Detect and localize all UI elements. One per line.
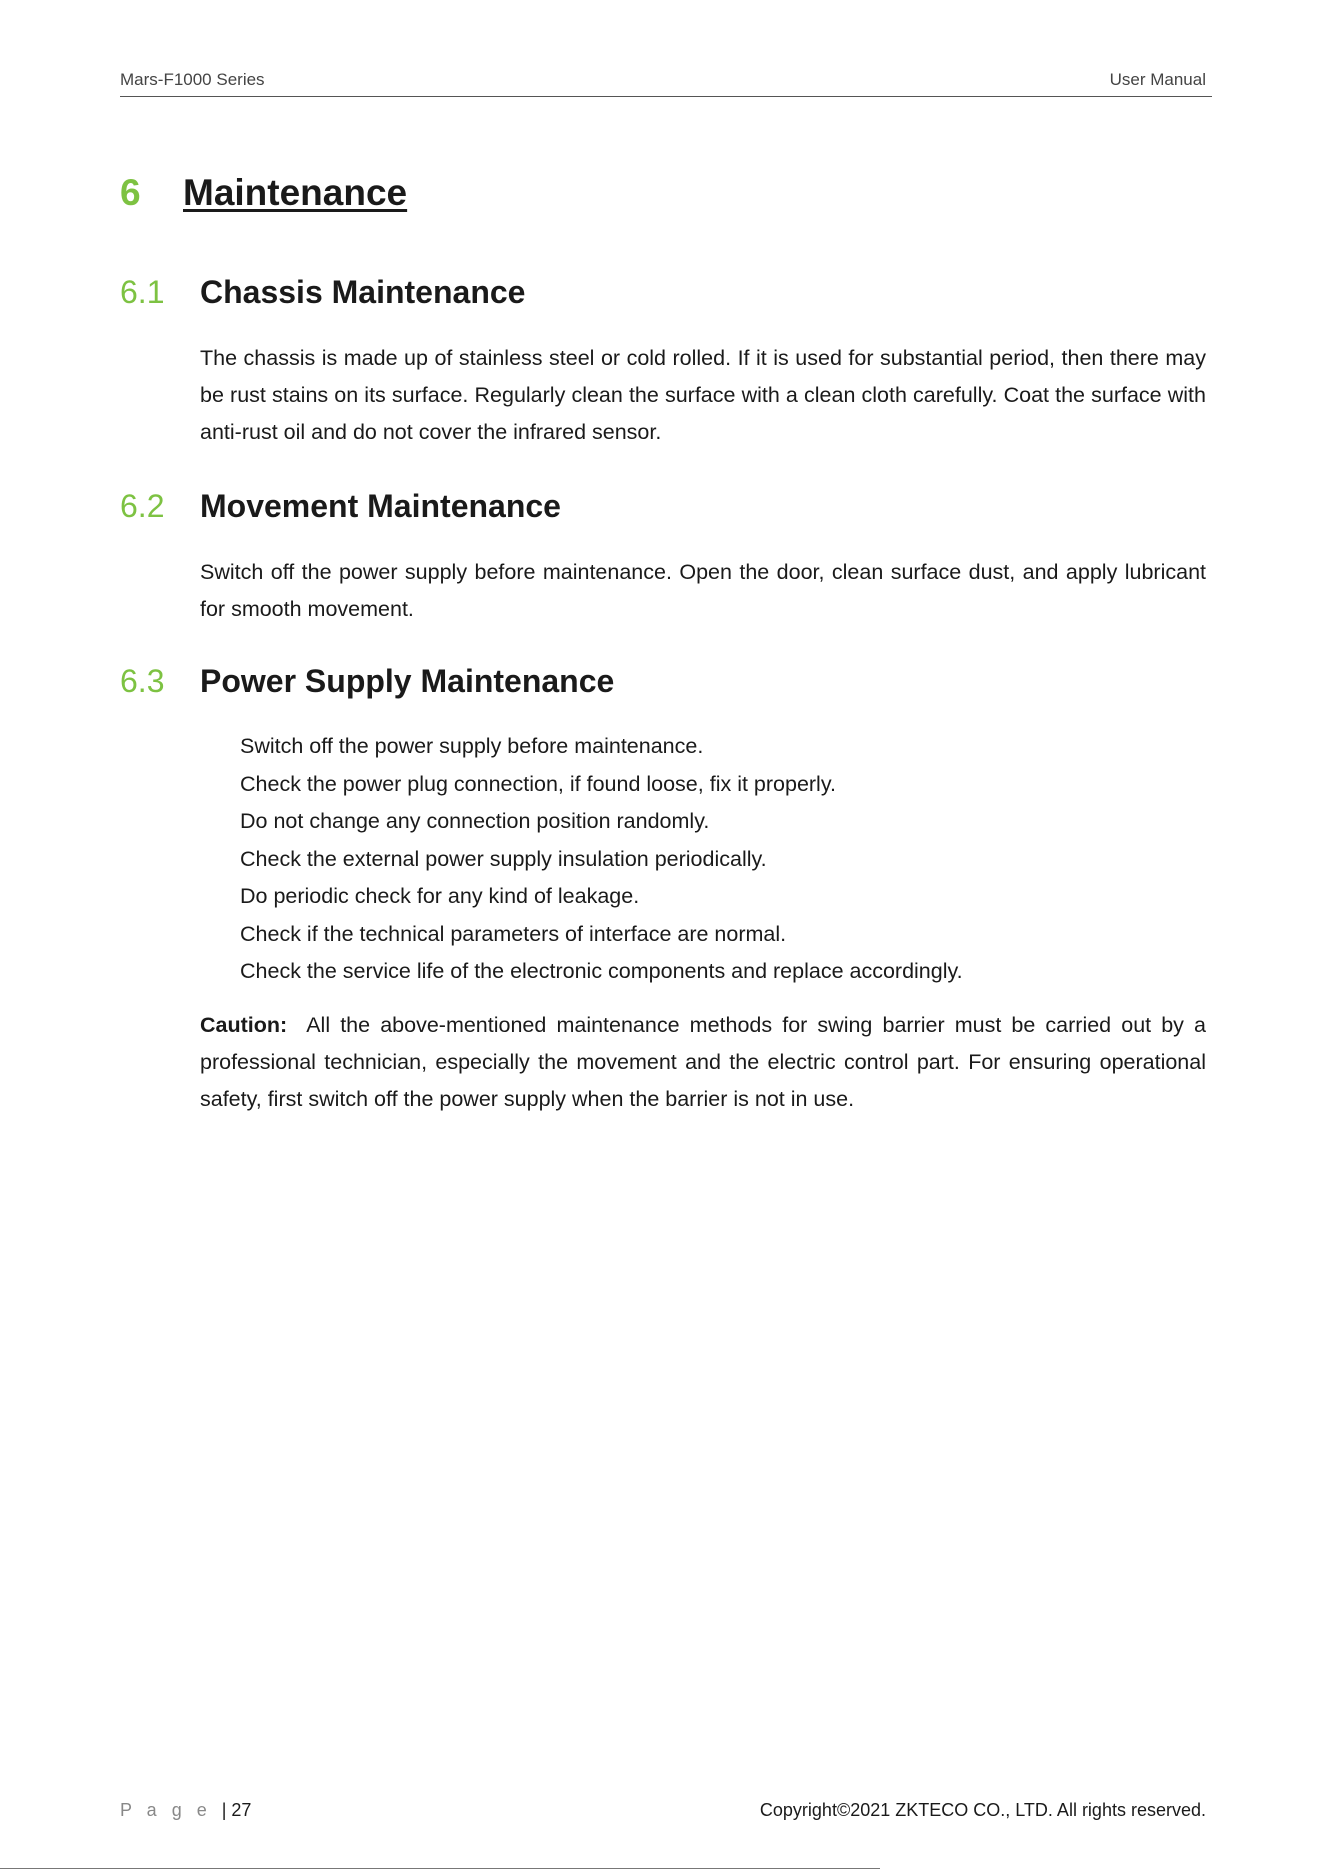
section-number: 6.1 xyxy=(120,274,165,310)
bottom-divider xyxy=(0,1868,880,1869)
chapter-number: 6 xyxy=(120,172,141,213)
page-number: | 27 xyxy=(221,1800,252,1820)
caution-text: All the above-mentioned maintenance methods for swing barrier must be carried out by a professional technician, especially the movement and the electric control part. For ensuring operational safety, first switch off the power supply when the barrier is not in use. xyxy=(200,1013,1206,1111)
chapter-heading xyxy=(120,172,407,214)
copyright-notice: Copyright©2021 ZKTECO CO., LTD. All rights reserved. xyxy=(759,1800,1206,1820)
section-title: Power Supply Maintenance xyxy=(200,663,615,699)
list-item: Check the external power supply insulation periodically. xyxy=(240,846,767,871)
section-heading-6-1 xyxy=(120,274,525,311)
list-item: Switch off the power supply before maintenance. xyxy=(240,734,704,758)
maintenance-list xyxy=(240,728,963,991)
page-indicator xyxy=(120,1800,251,1821)
page-header xyxy=(120,70,1212,97)
section-heading-6-2 xyxy=(120,488,561,525)
section-body-6-2: Switch off the power supply before maintenance. Open the door, clean surface dust, and apply lubricant for smooth movement. xyxy=(200,560,1206,621)
list-item: Check if the technical parameters of interface are normal. xyxy=(240,921,787,946)
header-product: Mars-F1000 Series xyxy=(120,70,265,89)
header-doc-type: User Manual xyxy=(1109,70,1206,89)
list-item: Do not change any connection position randomly. xyxy=(240,809,710,833)
section-title: Chassis Maintenance xyxy=(200,274,526,310)
caution-note xyxy=(200,1007,1206,1118)
list-item: Check the power plug connection, if found loose, fix it properly. xyxy=(240,771,836,796)
section-heading-6-3 xyxy=(120,663,614,700)
section-body-6-1: The chassis is made up of stainless steel or cold rolled. If it is used for substantial period, then there may be rust stains on its surface. Regularly clean the surface with a clean cloth carefully. Coat the surface with anti-rust oil and do not cover the infrared sensor. xyxy=(200,346,1206,444)
page-label: P a g e xyxy=(120,1800,212,1820)
section-number: 6.3 xyxy=(120,663,165,699)
section-number: 6.2 xyxy=(120,488,165,524)
list-item: Check the service life of the electronic components and replace accordingly. xyxy=(240,959,963,983)
caution-label: Caution: xyxy=(200,1013,288,1037)
list-item: Do periodic check for any kind of leakage. xyxy=(240,884,640,908)
chapter-title: Maintenance xyxy=(183,172,408,213)
section-title: Movement Maintenance xyxy=(200,488,561,524)
